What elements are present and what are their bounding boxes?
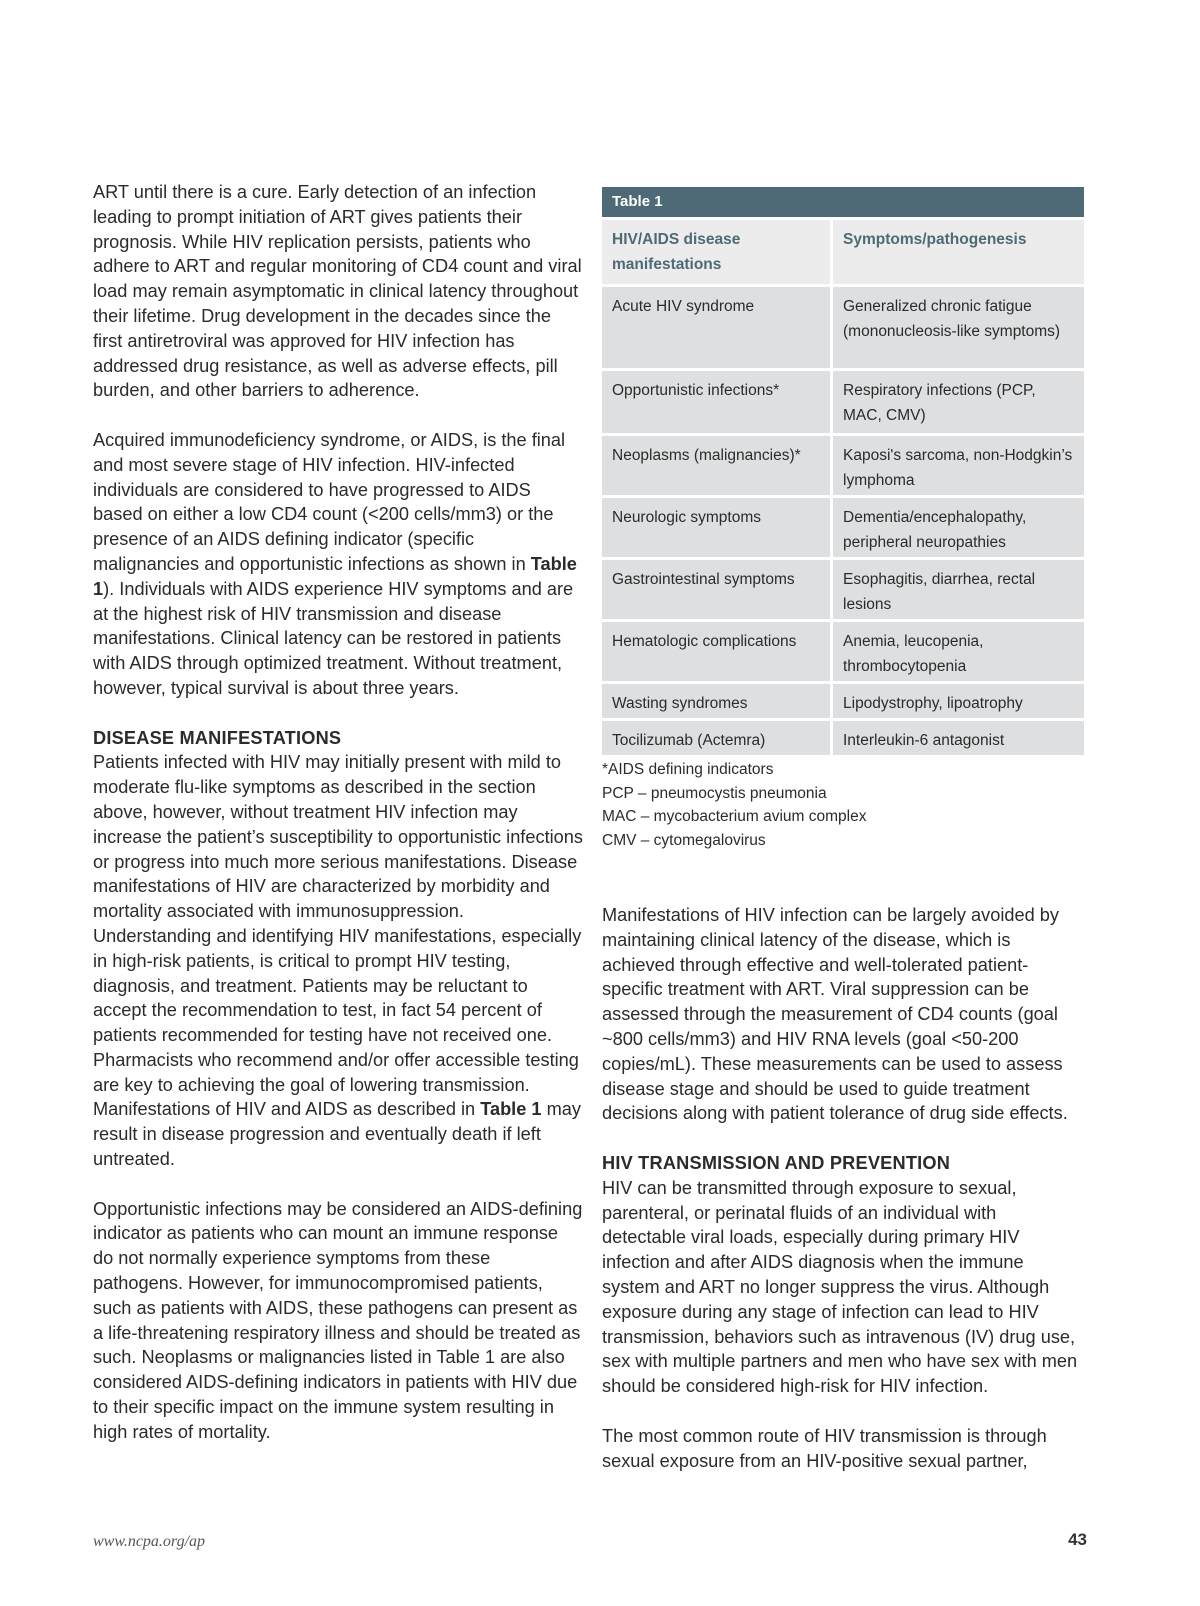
table-title: Table 1: [602, 187, 1084, 217]
table-cell: Opportunistic infections*: [602, 368, 833, 433]
table-cell: Generalized chronic fatigue (mononucleosis-like symptoms): [833, 284, 1084, 368]
table-reference: Table 1: [480, 1099, 542, 1120]
table-cell: Hematologic complications: [602, 619, 833, 681]
table-cell: Gastrointestinal symptoms: [602, 557, 833, 619]
table-row: [602, 368, 1084, 433]
table-cell: Lipodystrophy, lipoatrophy: [833, 681, 1084, 718]
table-row: [602, 557, 1084, 619]
table-cell: Dementia/encephalopathy, peripheral neuropathies: [833, 495, 1084, 557]
table-header-row: [602, 217, 1084, 284]
table-reference: Table 1: [93, 553, 577, 599]
table-row: [602, 718, 1084, 755]
footnote: PCP – pneumocystis pneumonia: [602, 784, 827, 802]
table-row: [602, 619, 1084, 681]
body-paragraph: HIV can be transmitted through exposure to sexual, parenteral, or perinatal fluids of an individual with detectable viral loads, especially during primary HIV infection and after AIDS diagnosis when the immune system and ART no longer suppress the virus. Although exposure during any stage of infection can lead to HIV transmission, behaviors such as intravenous (IV) drug use, sex with multiple partners and men who have sex with men should be considered high-risk for HIV infection.: [602, 1177, 1078, 1397]
text-run: ). Individuals with AIDS experience HIV symptoms and are at the highest risk of HIV transmission and disease manifestations. Clinical latency can be restored in patients with AIDS through optimized treatment. Without treatment, however, typical survival is about three years.: [93, 578, 574, 698]
text-run: may result in disease progression and eventually death if left untreated.: [93, 1099, 581, 1170]
footnote: CMV – cytomegalovirus: [602, 831, 766, 849]
body-paragraph: The most common route of HIV transmission is through sexual exposure from an HIV-positive sexual partner,: [602, 1425, 1047, 1471]
table-cell: Esophagitis, diarrhea, rectal lesions: [833, 557, 1084, 619]
right-column: [602, 903, 1084, 1473]
manifestations-table: [602, 217, 1084, 755]
table-row: [602, 433, 1084, 495]
body-paragraph-aids: [93, 428, 583, 701]
body-paragraph-manifestations: [93, 750, 583, 1172]
text-run: Patients infected with HIV may initially present with mild to moderate flu-like symptoms as described in the section above, however, without treatment HIV infection may increase the patient’s susceptibility to opportunistic infections or progress into much more serious manifestations. Disease manifestations of HIV are characterized by morbidity and mortality associated with immunosuppression. Understanding and identifying HIV manifestations, especially in high-risk patients, is critical to prompt HIV testing, diagnosis, and treatment. Patients may be reluctant to accept the recommendation to test, in fact 54 percent of patients recommended for testing have not received one. Pharmacists who recommend and/or offer accessible testing are key to achieving the goal of lowering transmission. Manifestations of HIV and AIDS as described in: [93, 752, 583, 1120]
table-row: [602, 681, 1084, 718]
body-paragraph: Manifestations of HIV infection can be largely avoided by maintaining clinical latency of the disease, which is achieved through effective and well-tolerated patient-specific treatment with ART. Viral suppression can be assessed through the measurement of CD4 counts (goal ~800 cells/mm3) and HIV RNA levels (goal <50-200 copies/mL). These measurements can be used to assess disease stage and should be used to guide treatment decisions along with patient tolerance of drug side effects.: [602, 905, 1068, 1124]
text-run: Acquired immunodeficiency syndrome, or AIDS, is the final and most severe stage of HIV infection. HIV-infected individuals are considered to have progressed to AIDS based on either a low CD4 count (<200 cells/mm3) or the presence of an AIDS defining indicator (specific malignancies and opportunistic infections as shown in: [93, 429, 566, 574]
table-row: [602, 495, 1084, 557]
body-paragraph: ART until there is a cure. Early detection of an infection leading to prompt initiation of ART gives patients their prognosis. While HIV replication persists, patients who adhere to ART and regular monitoring of CD4 count and viral load may remain asymptomatic in clinical latency throughout their lifetime. Drug development in the decades since the first antiretroviral was approved for HIV infection has addressed drug resistance, as well as adverse effects, pill burden, and other barriers to adherence.: [93, 182, 582, 401]
footnote: MAC – mycobacterium avium complex: [602, 808, 867, 825]
table-cell: Tocilizumab (Actemra): [602, 718, 833, 755]
table-1: [602, 187, 1084, 755]
table-footnotes: [602, 758, 866, 852]
table-cell: Neurologic symptoms: [602, 495, 833, 557]
table-cell: Anemia, leucopenia, thrombocytopenia: [833, 619, 1084, 681]
table-cell: Wasting syndromes: [602, 681, 833, 718]
footer-url: www.ncpa.org/ap: [93, 1533, 206, 1550]
table-cell: Respiratory infections (PCP, MAC, CMV): [833, 368, 1084, 433]
column-header: HIV/AIDS disease manifestations: [602, 217, 833, 284]
table-cell: Acute HIV syndrome: [602, 284, 833, 368]
table-cell: Interleukin-6 antagonist: [833, 718, 1084, 755]
footnote: *AIDS defining indicators: [602, 761, 774, 778]
table-row: [602, 284, 1084, 368]
section-heading: HIV TRANSMISSION AND PREVENTION: [602, 1152, 951, 1173]
table-cell: Kaposi's sarcoma, non-Hodgkin’s lymphoma: [833, 433, 1084, 495]
table-cell: Neoplasms (malignancies)*: [602, 433, 833, 495]
page-number: 43: [1068, 1530, 1087, 1549]
left-column: [93, 180, 583, 1445]
body-paragraph: Opportunistic infections may be considered an AIDS-defining indicator as patients who can mount an immune response do not normally experience symptoms from these pathogens. However, for immunocompromised patients, such as patients with AIDS, these pathogens can present as a life-threatening respiratory illness and should be treated as such. Neoplasms or malignancies listed in Table 1 are also considered AIDS-defining indicators in patients with HIV due to their specific impact on the immune system resulting in high rates of mortality.: [93, 1198, 583, 1442]
section-heading: DISEASE MANIFESTATIONS: [93, 727, 342, 748]
column-header: Symptoms/pathogenesis: [833, 217, 1084, 284]
